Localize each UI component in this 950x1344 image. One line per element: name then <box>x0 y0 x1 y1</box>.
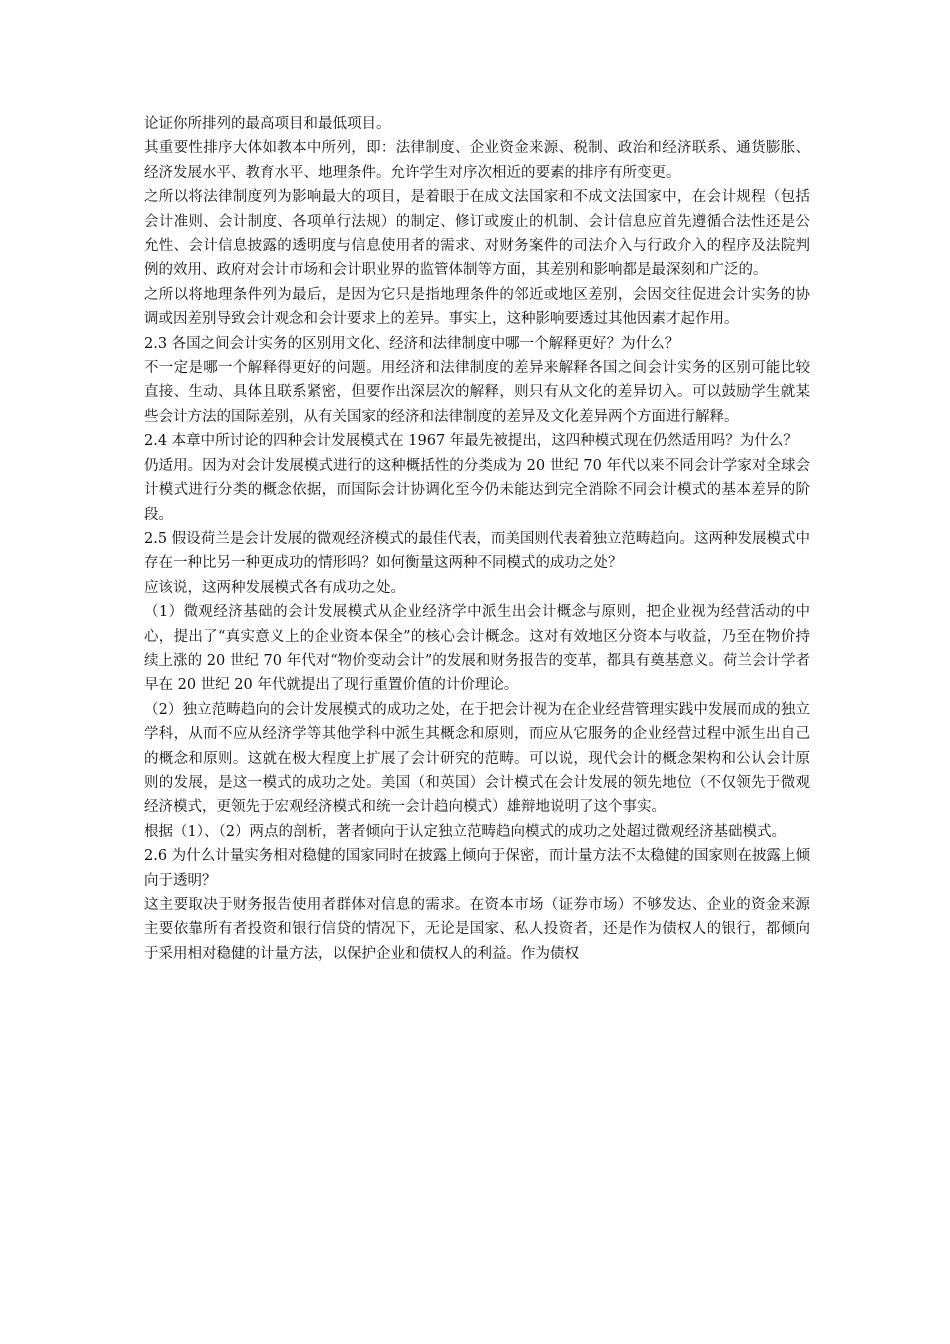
answer-2-5-point-2: （2）独立范畴趋向的会计发展模式的成功之处，在于把会计视为在企业经营管理实践中发展而成的独立学科，从而不应从经济学等其他学科中派生其概念和原则，而应从它服务的企业经营过程中派生出自己的概念和原则。这就在极大程度上扩展了会计研究的范畴。可以说，现代会计的概念架构和公认会计原则的发展，是这一模式的成功之处。美国（和英国）会计模式在会计发展的领先地位（不仅领先于微观经济模式，更领先于宏观经济模式和统一会计趋向模式）雄辩地说明了这个事实。 <box>144 701 810 816</box>
answer-2-4: 仍适用。因为对会计发展模式进行的这种概括性的分类成为 20 世纪 70 年代以来不同会计学家对全球会计模式进行分类的概念依据，而国际会计协调化至今仍未能达到完全消除不同会计模式的基本差异的阶段。 <box>144 457 810 523</box>
question-2-6: 2.6 为什么计量实务相对稳健的国家同时在披露上倾向于保密，而计量方法不太稳健的国家则在披露上倾向于透明？ <box>144 848 810 889</box>
answer-2-5-point-1: （1）微观经济基础的会计发展模式从企业经济学中派生出会计概念与原则，把企业视为经营活动的中心，提出了“真实意义上的企业资本保全”的核心会计概念。这对有效地区分资本与收益，乃至在物价持续上涨的 20 世纪 70 年代对“物价变动会计”的发展和财务报告的变革，都具有奠基意义。荷兰会计学者早在 20 世纪 20 年代就提出了现行重置价值的计价理论。 <box>144 604 810 694</box>
paragraph-ranking-order: 其重要性排序大体如教本中所列，即：法律制度、企业资金来源、税制、政治和经济联系、通货膨胀、经济发展水平、教育水平、地理条件。允许学生对序次相近的要素的排序有所变更。 <box>144 140 810 181</box>
question-2-4: 2.4 本章中所讨论的四种会计发展模式在 1967 年最先被提出，这四种模式现在仍然适用吗？为什么？ <box>144 433 798 450</box>
answer-2-5-intro: 应该说，这两种发展模式各有成功之处。 <box>144 579 405 596</box>
paragraph-legal-system: 之所以将法律制度列为影响最大的项目，是着眼于在成文法国家和不成文法国家中，在会计规程（包括会计准则、会计制度、各项单行法规）的制定、修订或废止的机制、会计信息应首先遵循合法性还是公允性、会计信息披露的透明度与信息使用者的需求、对财务案件的司法介入与行政介入的程序及法院判例的效用、政府对会计市场和会计职业界的监管体制等方面，其差别和影响都是最深刻和广泛的。 <box>144 189 810 279</box>
answer-2-3: 不一定是哪一个解释得更好的问题。用经济和法律制度的差异来解释各国之间会计实务的区别可能比较直接、生动、具体且联系紧密，但要作出深层次的解释，则只有从文化的差异切入。可以鼓励学生就某些会计方法的国际差别，从有关国家的经济和法律制度的差异及文化差异两个方面进行解释。 <box>144 360 810 425</box>
answer-2-6: 这主要取决于财务报告使用者群体对信息的需求。在资本市场（证券市场）不够发达、企业的资金来源主要依靠所有者投资和银行信贷的情况下，无论是国家、私人投资者，还是作为债权人的银行，都倾向于采用相对稳健的计量方法，以保护企业和债权人的利益。作为债权 <box>144 897 810 962</box>
question-2-3: 2.3 各国之间会计实务的区别用文化、经济和法律制度中哪一个解释更好？为什么？ <box>144 335 680 352</box>
paragraph-ranking-intro: 论证你所排列的最高项目和最低项目。 <box>144 116 391 132</box>
answer-2-5-conclusion: 根据（1）、（2）两点的剖析，著者倾向于认定独立范畴趋向模式的成功之处超过微观经济基础模式。 <box>144 823 786 840</box>
document-page <box>144 112 810 966</box>
question-2-5: 2.5 假设荷兰是会计发展的微观经济模式的最佳代表，而美国则代表着独立范畴趋向。这两种发展模式中存在一种比另一种更成功的情形吗？如何衡量这两种不同模式的成功之处？ <box>144 530 810 572</box>
paragraph-geography: 之所以将地理条件列为最后，是因为它只是指地理条件的邻近或地区差别，会因交往促进会计实务的协调或因差别导致会计观念和会计要求上的差异。事实上，这种影响要透过其他因素才起作用。 <box>144 286 810 328</box>
